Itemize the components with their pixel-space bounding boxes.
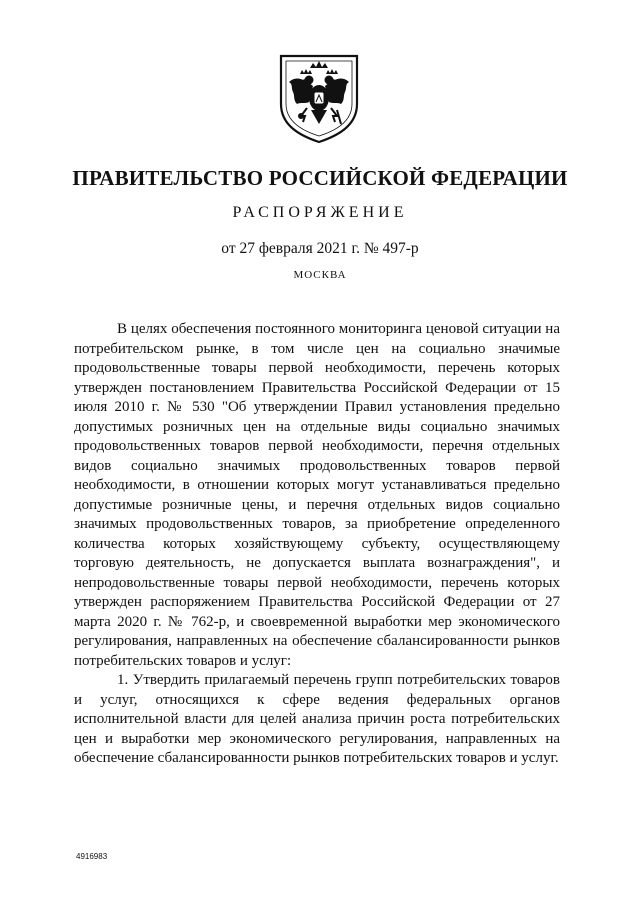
document-date-number: от 27 февраля 2021 г. № 497-р — [221, 240, 419, 257]
document-type: РАСПОРЯЖЕНИЕ — [232, 204, 408, 221]
document-code: 4916983 — [76, 852, 108, 861]
government-title: ПРАВИТЕЛЬСТВО РОССИЙСКОЙ ФЕДЕРАЦИИ — [72, 166, 568, 190]
coat-of-arms-icon — [275, 52, 363, 144]
body-paragraph-item-1: 1. Утвердить прилагаемый перечень групп потребительских товаров и услуг, относящихся к сфере ведения федеральных органов исполнительной власти для целей анализа причин роста потребительских цен и выработки мер экономического регулирования, направленных на обеспечение сбалансированности рынков потребительских товаров и услуг. — [74, 672, 560, 766]
body-paragraph-preamble: В целях обеспечения постоянного мониторинга ценовой ситуации на потребительском рынке, в том числе цен на социально значимые продовольственные товары первой необходимости, перечень которых утвержден постановлением Правительства Российской Федерации от 15 июля 2010 г. № 530 "Об утверждении Правил установления предельно допустимых розничных цен на отдельные виды социально значимых продовольственных товаров первой необходимости, перечня отдельных видов социально значимых продовольственных товаров первой необходимости, в отношении которых могут устанавливаться предельно допустимые розничные цены, и перечня отдельных видов социально значимых продовольственных товаров, за приобретение определенного количества которых хозяйствующему субъекту, осуществляющему торговую деятельность, не допускается выплата вознаграждения", и непродовольственные товары первой необходимости, перечень которых утвержден распоряжением Правительства Российской Федерации от 27 марта 2020 г. № 762-р, и своевременной выработки мер экономического регулирования, направленных на обеспечение сбалансированности рынков потребительских товаров и услуг: — [74, 321, 560, 669]
document-body — [74, 320, 560, 769]
document-city: МОСКВА — [293, 269, 347, 281]
